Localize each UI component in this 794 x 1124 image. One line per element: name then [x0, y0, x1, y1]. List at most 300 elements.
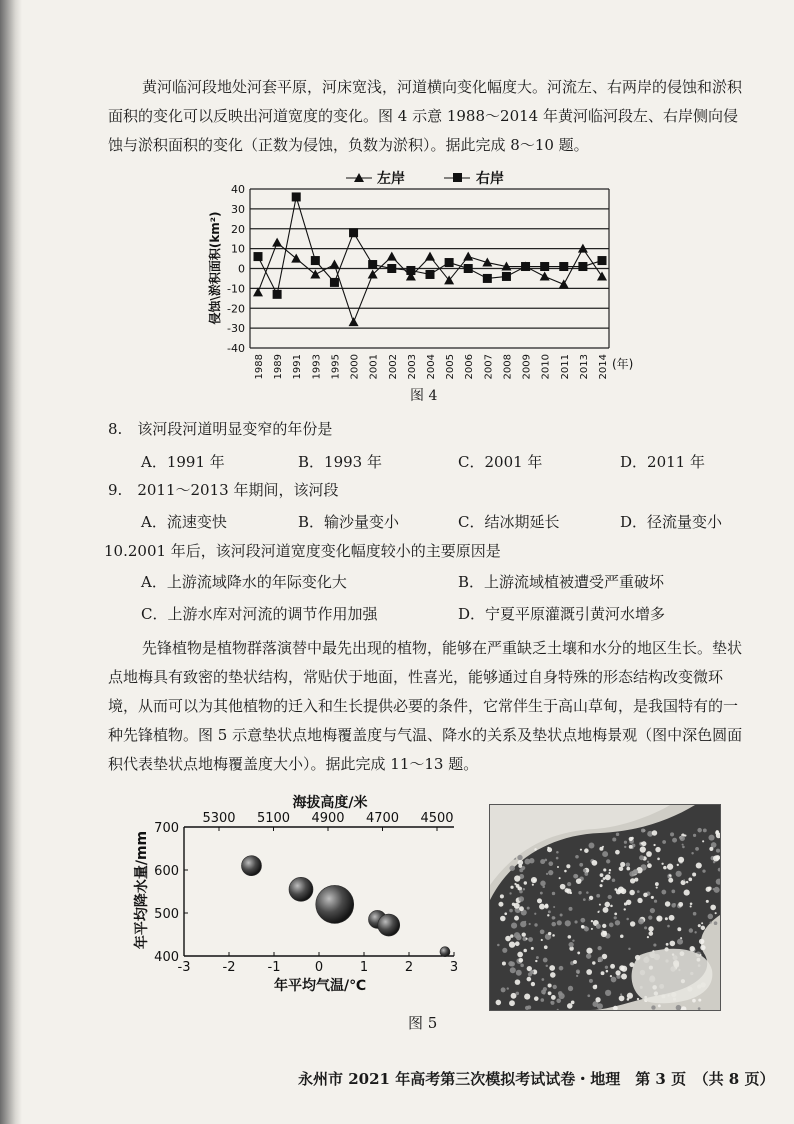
- photo-speckle: [507, 987, 509, 989]
- figure-5-caption: 图 5: [408, 1014, 438, 1032]
- photo-speckle: [708, 914, 713, 919]
- photo-speckle: [504, 912, 507, 915]
- photo-speckle: [519, 890, 523, 894]
- photo-speckle: [546, 965, 548, 967]
- question-8-option-a[interactable]: A．1991 年: [141, 453, 225, 471]
- photo-speckle: [548, 870, 553, 875]
- photo-speckle: [677, 939, 683, 945]
- photo-speckle: [557, 866, 559, 868]
- photo-speckle: [559, 877, 561, 879]
- photo-speckle: [597, 1003, 603, 1009]
- photo-speckle: [584, 926, 587, 929]
- photo-speckle: [696, 862, 702, 868]
- question-10-stem: 10.2001 年后，该河段河道宽度变化幅度较小的主要原因是: [104, 542, 501, 560]
- photo-speckle: [620, 934, 624, 938]
- photo-speckle: [541, 978, 544, 981]
- photo-speckle: [620, 993, 622, 995]
- fig4-x-tick-label: 1993: [311, 354, 323, 380]
- photo-speckle: [519, 906, 524, 911]
- photo-speckle: [692, 999, 696, 1003]
- photo-speckle: [515, 941, 520, 946]
- photo-speckle: [500, 916, 506, 922]
- photo-speckle: [615, 920, 620, 925]
- photo-speckle: [702, 840, 704, 842]
- photo-speckle: [715, 912, 717, 914]
- question-9-option-a[interactable]: A．流速变快: [141, 513, 227, 531]
- photo-speckle: [509, 892, 511, 894]
- photo-speckle: [684, 890, 690, 896]
- photo-speckle: [677, 864, 679, 866]
- photo-speckle: [509, 1000, 515, 1006]
- photo-speckle: [586, 948, 592, 954]
- fig4-x-tick-label: 2009: [521, 354, 533, 380]
- photo-speckle: [534, 913, 536, 915]
- question-9-option-b[interactable]: B．输沙量变小: [298, 513, 400, 531]
- photo-speckle: [576, 970, 580, 974]
- photo-speckle: [688, 877, 692, 881]
- photo-speckle: [522, 932, 526, 936]
- photo-speckle: [509, 941, 515, 947]
- photo-speckle: [546, 873, 548, 875]
- photo-speckle: [537, 898, 542, 903]
- photo-speckle: [542, 885, 545, 888]
- photo-speckle: [531, 982, 535, 986]
- photo-speckle: [567, 882, 571, 886]
- photo-speckle: [626, 900, 631, 905]
- photo-speckle: [540, 859, 545, 864]
- fig4-x-tick-label: 2008: [502, 354, 514, 380]
- fig4-y-tick-label: -40: [227, 342, 245, 355]
- photo-speckle: [581, 925, 584, 928]
- photo-speckle: [678, 857, 684, 863]
- photo-speckle: [529, 923, 531, 925]
- photo-speckle: [603, 931, 607, 935]
- photo-speckle: [588, 899, 590, 901]
- photo-speckle: [646, 851, 652, 857]
- fig5-x-tick-label: 3: [449, 960, 459, 975]
- photo-speckle: [667, 864, 673, 870]
- photo-speckle: [637, 898, 642, 903]
- photo-speckle: [586, 969, 592, 975]
- photo-speckle: [609, 872, 611, 874]
- photo-speckle: [606, 859, 610, 863]
- cushion-plant-photo: [489, 804, 721, 1011]
- photo-speckle: [514, 883, 516, 885]
- photo-speckle: [644, 926, 647, 929]
- photo-speckle: [514, 903, 520, 909]
- photo-speckle: [603, 868, 606, 871]
- photo-speckle: [683, 879, 685, 881]
- photo-speckle: [638, 918, 644, 924]
- fig4-y-tick-label: 0: [238, 262, 245, 276]
- question-10-option-c[interactable]: C．上游水库对河流的调节作用加强: [141, 605, 378, 623]
- photo-speckle: [497, 944, 500, 947]
- photo-speckle: [653, 844, 655, 846]
- photo-speckle: [527, 977, 532, 982]
- photo-speckle: [553, 985, 557, 989]
- photo-speckle: [541, 989, 546, 994]
- fig4-x-unit: (年): [612, 357, 634, 371]
- photo-speckle: [603, 877, 606, 880]
- photo-speckle: [598, 957, 603, 962]
- photo-speckle: [599, 847, 603, 851]
- photo-speckle: [703, 829, 707, 833]
- fig4-x-tick-label: 2004: [426, 354, 437, 380]
- photo-speckle: [716, 830, 719, 833]
- question-10-option-a[interactable]: A．上游流域降水的年际变化大: [141, 573, 347, 591]
- photo-speckle: [606, 970, 609, 973]
- photo-speckle: [698, 924, 701, 927]
- photo-speckle: [682, 844, 684, 846]
- legend-label-left: 左岸: [377, 171, 405, 187]
- fig5-x-tick-label: -3: [177, 960, 191, 975]
- photo-speckle: [524, 994, 530, 1000]
- photo-speckle: [584, 872, 588, 876]
- photo-speckle: [609, 923, 614, 928]
- photo-speckle: [520, 921, 526, 927]
- photo-speckle: [547, 914, 549, 916]
- photo-speckle: [575, 874, 579, 878]
- question-10-option-d[interactable]: D．宁夏平原灌溉引黄河水增多: [458, 605, 666, 623]
- photo-speckle: [692, 873, 696, 877]
- photo-speckle: [619, 965, 625, 971]
- photo-speckle: [575, 855, 579, 859]
- photo-speckle: [580, 849, 582, 851]
- question-10-option-b[interactable]: B．上游流域植被遭受严重破坏: [458, 573, 665, 591]
- photo-speckle: [528, 972, 532, 976]
- photo-speckle: [701, 922, 703, 924]
- photo-speckle: [627, 993, 633, 999]
- photo-speckle: [665, 917, 668, 920]
- photo-speckle: [700, 945, 705, 950]
- figure-4-caption: 图 4: [410, 388, 438, 404]
- photo-speckle: [596, 894, 600, 898]
- photo-speckle: [531, 877, 537, 883]
- photo-speckle: [514, 916, 519, 921]
- fig4-x-tick-label: 1989: [273, 354, 285, 380]
- photo-speckle: [548, 991, 552, 995]
- fig4-y-tick-label: -10: [227, 282, 245, 296]
- fig4-x-tick-label: 1991: [292, 354, 304, 380]
- photo-speckle: [548, 861, 553, 866]
- photo-speckle: [552, 934, 555, 937]
- photo-speckle: [517, 855, 522, 860]
- photo-speckle: [576, 975, 578, 977]
- photo-speckle: [710, 922, 712, 924]
- photo-speckle: [695, 847, 699, 851]
- photo-speckle: [549, 965, 555, 971]
- photo-speckle: [592, 860, 598, 866]
- photo-speckle: [596, 924, 601, 929]
- question-8-option-d[interactable]: D．2011 年: [620, 453, 705, 471]
- photo-speckle: [519, 896, 524, 901]
- photo-speckle: [580, 918, 585, 923]
- photo-speckle: [716, 849, 720, 853]
- photo-speckle: [535, 960, 537, 962]
- photo-speckle: [599, 904, 601, 906]
- fig5-bubble: [316, 885, 354, 923]
- intro-passage-2-text: 先锋植物是植物群落演替中最先出现的植物，能够在严重缺乏土壤和水分的地区生长。垫状点地梅具有致密的垫状结构，常贴伏于地面，性喜光，能够通过自身特殊的形态结构改变微环境，从而可以为其他植物的迁入和生长提供必要的条件，它常伴生于高山草甸，是我国特有的一种先锋植物。图 5 示意垫状点地梅覆盖度与气温、降水的关系及垫状点地梅景观（图中深色圆面积代表垫状点地梅覆盖度大小）。据此完成 11～13 题。: [108, 639, 743, 773]
- photo-speckle: [518, 864, 522, 868]
- fig5-x-tick-label: 2: [404, 960, 414, 975]
- photo-speckle: [690, 946, 695, 951]
- page-footer: 永州市 2021 年高考第三次模拟考试试卷・地理 第 3 页 （共 8 页）: [298, 1070, 775, 1088]
- photo-speckle: [502, 948, 507, 953]
- photo-speckle: [630, 921, 635, 926]
- question-8-stem: 8. 该河段河道明显变窄的年份是: [108, 420, 333, 438]
- photo-speckle: [667, 925, 670, 928]
- photo-speckle: [661, 863, 663, 865]
- photo-speckle: [651, 1005, 655, 1009]
- intro-passage-1-text: 黄河临河段地处河套平原，河床宽浅，河道横向变化幅度大。河流左、右两岸的侵蚀和淤积面积的变化可以反映出河道宽度的变化。图 4 示意 1988～2014 年黄河临河段左、右岸侧向侵蚀与淤积面积的变化（正数为侵蚀，负数为淤积）。据此完成 8～10 题。: [108, 78, 743, 154]
- photo-speckle: [517, 952, 523, 958]
- fig5-y-tick-label: 600: [154, 864, 179, 879]
- photo-speckle: [626, 918, 629, 921]
- photo-speckle: [568, 935, 572, 939]
- photo-speckle: [651, 896, 654, 899]
- photo-speckle: [629, 845, 633, 849]
- photo-speckle: [669, 915, 675, 921]
- photo-speckle: [579, 863, 583, 867]
- fig5-x-tick-label: -2: [222, 960, 236, 975]
- photo-speckle: [605, 902, 611, 908]
- photo-speckle: [553, 906, 555, 908]
- photo-speckle: [656, 887, 658, 889]
- photo-speckle: [534, 923, 537, 926]
- photo-speckle: [693, 834, 696, 837]
- photo-speckle: [523, 888, 525, 890]
- photo-speckle: [665, 901, 671, 907]
- photo-speckle: [706, 887, 711, 892]
- photo-speckle: [661, 890, 666, 895]
- photo-speckle: [709, 847, 713, 851]
- photo-speckle: [589, 979, 593, 983]
- photo-speckle: [496, 1000, 502, 1006]
- photo-speckle: [523, 949, 527, 953]
- photo-speckle: [647, 863, 652, 868]
- fig4-x-tick-label: 2011: [559, 354, 571, 380]
- photo-speckle: [624, 841, 627, 844]
- photo-speckle: [551, 995, 556, 1000]
- fig5-x-tick-label: 0: [314, 960, 324, 975]
- photo-speckle: [552, 892, 555, 895]
- photo-speckle: [619, 866, 624, 871]
- photo-speckle: [698, 1007, 701, 1010]
- photo-speckle: [686, 881, 688, 883]
- photo-speckle: [608, 895, 612, 899]
- photo-speckle: [500, 894, 504, 898]
- fig4-x-tick-label: 2013: [578, 354, 590, 380]
- photo-speckle: [543, 958, 548, 963]
- photo-speckle: [547, 847, 549, 849]
- fig4-x-tick-label: 2007: [483, 354, 495, 380]
- photo-speckle: [565, 920, 571, 926]
- photo-speckle: [597, 911, 599, 913]
- photo-speckle: [539, 904, 545, 910]
- photo-speckle: [525, 1006, 529, 1010]
- fig4-x-tick-label: 2001: [368, 354, 380, 380]
- photo-speckle: [612, 878, 616, 882]
- photo-speckle: [552, 916, 555, 919]
- photo-speckle: [597, 946, 601, 950]
- photo-speckle: [611, 977, 617, 983]
- photo-speckle: [541, 939, 543, 941]
- photo-speckle: [510, 886, 513, 889]
- photo-speckle: [584, 848, 589, 853]
- photo-speckle: [701, 926, 705, 930]
- photo-speckle: [603, 907, 609, 913]
- photo-speckle: [559, 993, 565, 999]
- photo-speckle: [615, 970, 620, 975]
- question-8-option-b[interactable]: B．1993 年: [298, 453, 382, 471]
- photo-speckle: [605, 966, 608, 969]
- photo-speckle: [519, 958, 524, 963]
- photo-speckle: [551, 922, 556, 927]
- photo-speckle: [548, 983, 552, 987]
- fig4-x-tick-label: 2014: [598, 354, 609, 380]
- photo-speckle: [592, 961, 595, 964]
- photo-speckle: [698, 999, 701, 1002]
- photo-speckle: [559, 966, 564, 971]
- photo-speckle: [629, 890, 635, 896]
- photo-speckle: [514, 875, 520, 881]
- photo-speckle: [525, 859, 531, 865]
- fig5-top-axis-label: 海拔高度/米: [292, 795, 368, 811]
- photo-speckle: [689, 928, 693, 932]
- photo-speckle: [666, 943, 669, 946]
- photo-speckle: [516, 992, 520, 996]
- photo-speckle: [548, 932, 551, 935]
- fig5-bubble: [440, 947, 450, 957]
- photo-speckle: [602, 924, 606, 928]
- photo-speckle: [568, 986, 573, 991]
- photo-speckle: [628, 948, 630, 950]
- photo-speckle: [670, 941, 676, 947]
- fig4-y-tick-label: 20: [231, 222, 245, 236]
- photo-speckle: [550, 972, 556, 978]
- photo-speckle: [536, 956, 539, 959]
- fig4-x-tick-label: 2000: [349, 354, 361, 380]
- photo-speckle: [647, 936, 649, 938]
- photo-speckle: [702, 870, 705, 873]
- fig5-top-tick-label: 5100: [256, 811, 291, 826]
- photo-speckle: [668, 876, 670, 878]
- photo-speckle: [544, 945, 548, 949]
- photo-speckle: [658, 1004, 661, 1007]
- photo-speckle: [710, 905, 716, 911]
- photo-speckle: [510, 967, 516, 973]
- photo-speckle: [560, 913, 563, 916]
- photo-speckle: [648, 916, 652, 920]
- photo-speckle: [534, 848, 537, 851]
- fig5-top-tick-label: 5300: [202, 811, 236, 826]
- photo-speckle: [544, 904, 548, 908]
- fig5-y-tick-label: 500: [154, 907, 179, 922]
- photo-speckle: [567, 1003, 573, 1009]
- fig5-x-tick-label: -1: [267, 960, 281, 975]
- photo-speckle: [643, 893, 647, 897]
- photo-speckle: [589, 843, 595, 849]
- photo-speckle: [501, 987, 506, 992]
- photo-speckle: [639, 855, 644, 860]
- fig4-x-tick-label: 1995: [330, 354, 342, 380]
- fig5-y-axis-label: 年平均降水量/mm: [134, 830, 150, 950]
- photo-speckle: [708, 835, 714, 841]
- photo-speckle: [610, 964, 615, 969]
- photo-speckle: [691, 852, 693, 854]
- question-9-option-c[interactable]: C．结冰期延长: [458, 513, 560, 531]
- fig5-bubble: [242, 856, 262, 876]
- photo-speckle: [602, 851, 608, 857]
- photo-speckle: [524, 881, 527, 884]
- photo-speckle: [556, 857, 559, 860]
- photo-speckle: [510, 962, 515, 967]
- photo-speckle: [541, 998, 545, 1002]
- fig4-x-tick-label: 2006: [464, 354, 476, 380]
- photo-speckle: [690, 902, 693, 905]
- photo-speckle: [540, 929, 545, 934]
- photo-speckle: [566, 889, 571, 894]
- photo-speckle: [569, 907, 573, 911]
- fig4-y-tick-label: 40: [231, 183, 245, 196]
- fig4-y-axis-label: 侵蚀\淤积面积(km²): [208, 211, 222, 325]
- photo-speckle: [677, 927, 681, 931]
- photo-speckle: [574, 920, 577, 923]
- photo-speckle: [672, 838, 677, 843]
- photo-speckle: [600, 873, 604, 877]
- photo-speckle: [676, 871, 682, 877]
- photo-speckle: [706, 900, 709, 903]
- photo-speckle: [648, 926, 653, 931]
- question-8-option-c[interactable]: C．2001 年: [458, 453, 543, 471]
- photo-speckle: [663, 866, 667, 870]
- photo-speckle: [647, 861, 649, 863]
- fig5-top-tick-label: 4500: [420, 811, 454, 826]
- fig4-y-tick-label: -20: [227, 302, 245, 316]
- photo-speckle: [619, 995, 625, 1001]
- fig5-bubble: [378, 914, 400, 936]
- photo-speckle: [540, 892, 543, 895]
- photo-speckle: [614, 916, 617, 919]
- question-9-option-d[interactable]: D．径流量变小: [620, 513, 723, 531]
- photo-speckle: [595, 997, 600, 1002]
- photo-speckle: [516, 970, 522, 976]
- photo-speckle: [600, 884, 603, 887]
- fig4-x-tick-label: 2002: [387, 354, 399, 380]
- photo-speckle: [626, 867, 630, 871]
- photo-speckle: [615, 850, 620, 855]
- photo-speckle: [621, 974, 627, 980]
- photo-speckle: [572, 939, 574, 941]
- photo-speckle: [630, 878, 635, 883]
- photo-speckle: [527, 907, 530, 910]
- photo-speckle: [520, 964, 524, 968]
- photo-speckle: [544, 859, 547, 862]
- fig5-y-tick-label: 700: [154, 821, 179, 836]
- photo-speckle: [556, 851, 559, 854]
- fig5-top-tick-label: 4700: [365, 811, 400, 826]
- photo-speckle: [624, 846, 626, 848]
- photo-speckle: [515, 979, 521, 985]
- fig5-x-axis-label: 年平均气温/℃: [273, 978, 367, 994]
- photo-speckle: [531, 947, 534, 950]
- photo-speckle: [650, 908, 655, 913]
- photo-speckle: [605, 874, 611, 880]
- photo-speckle: [640, 846, 646, 852]
- photo-speckle: [601, 880, 604, 883]
- photo-speckle: [713, 888, 715, 890]
- photo-speckle: [534, 996, 539, 1001]
